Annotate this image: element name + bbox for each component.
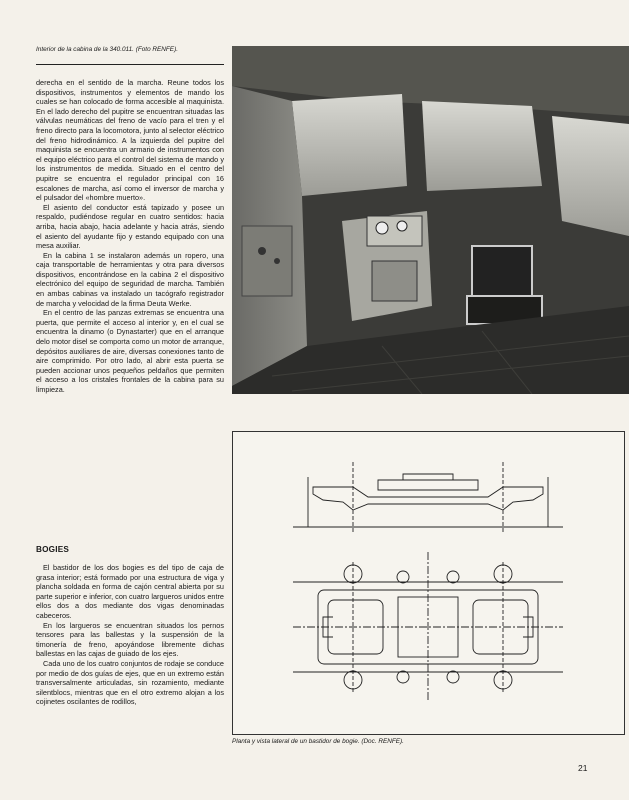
paragraph: En el centro de las panzas extremas se encuentra una puerta, que permite el acceso al interior y, en el cual se encuentra la dinamo (o Dynastarter) que en el arranque delo motor disel se comporta como un motor de arranque, depósitos auxiliares de aire, diversas conexiones tanto de aire comprimido. Por otro lado, al abrir esta puerta se pueden accionar unos pequeños peldaños que permiten el acceso a los cristales frontales de la cabina para su limpieza.: [36, 308, 224, 394]
cab-photo-illustration: [232, 46, 629, 394]
drawing-caption: Planta y vista lateral de un bastidor de bogie. (Doc. RENFE).: [232, 738, 404, 745]
paragraph: El bastidor de los dos bogies es del tipo de caja de grasa interior; está formado por una estructura de viga y plancha soldada en forma de cajón central abierta por su parte superior e inferior, con cuatro largueros unidos entre ellos dos a dos mediante dos vigas denominadas cabeceros.: [36, 563, 224, 620]
paragraph: Cada uno de los cuatro conjuntos de rodaje se conduce por medio de dos guías de ejes, que en un extremo están transversalmente articuladas, sin rozamiento, mediante silentblocs, mientras que en el otro extremo alojan a los cojinetes oscilantes de rodillos,: [36, 658, 224, 707]
photo-caption: Interior de la cabina de la 340.011. (Foto RENFE).: [36, 46, 178, 53]
bogie-drawing-svg: [233, 432, 624, 734]
page-number: 21: [578, 763, 588, 773]
paragraph: derecha en el sentido de la marcha. Reune todos los dispositivos, instrumentos y elementos de mando los cuales se han colocado de forma accesible al maquinista. En el lado derecho del pupitre se encuentran situadas las válvulas neumáticas del freno de vacío para el tren y el freno directo para la locomotora, junto al selector eléctrico del freno hidrodinámico. A la izquierda del pupitre del maquinista se encuentra un armario de instrumentos con el equipo eléctrico para el control del sistema de mando y los instrumentos de medida. Situado en el centro del pupitre se encuentra el regulador principal con 16 escalones de marcha, así como el inversor de marcha y el pulsador del «hombre muerto».: [36, 78, 224, 203]
paragraph: En la cabina 1 se instalaron además un ropero, una caja transportable de herramientas y otra para diversos dispositivos, encontrándose en la cabina 2 el dispositivo electrónico del equipo de seguridad de marcha. También en ambas cabinas va instalado un tacógrafo registrador de marcha y velocidad de la firma Deuta Werke.: [36, 250, 224, 308]
paragraph: El asiento del conductor está tapizado y posee un respaldo, pudiéndose regular en cuatro sentidos: hacia arriba, hacia abajo, hacia adelante y hacia atrás, siendo el asiento del ayudante fijo y estando equipado con una mesa auxiliar.: [36, 202, 224, 251]
body-column: [36, 78, 224, 395]
caption-rule: [36, 64, 224, 65]
bogies-column: [36, 563, 224, 707]
bogie-frame-drawing: [232, 431, 625, 735]
paragraph: En los largueros se encuentran situados los pernos tensores para las ballestas y la suspensión de la timonería de freno, apoyándose libremente dichas ballestas en las cajas de guiado de los ejes.: [36, 620, 224, 659]
train-cab-interior-photo: [232, 46, 629, 394]
section-heading: BOGIES: [36, 545, 70, 554]
